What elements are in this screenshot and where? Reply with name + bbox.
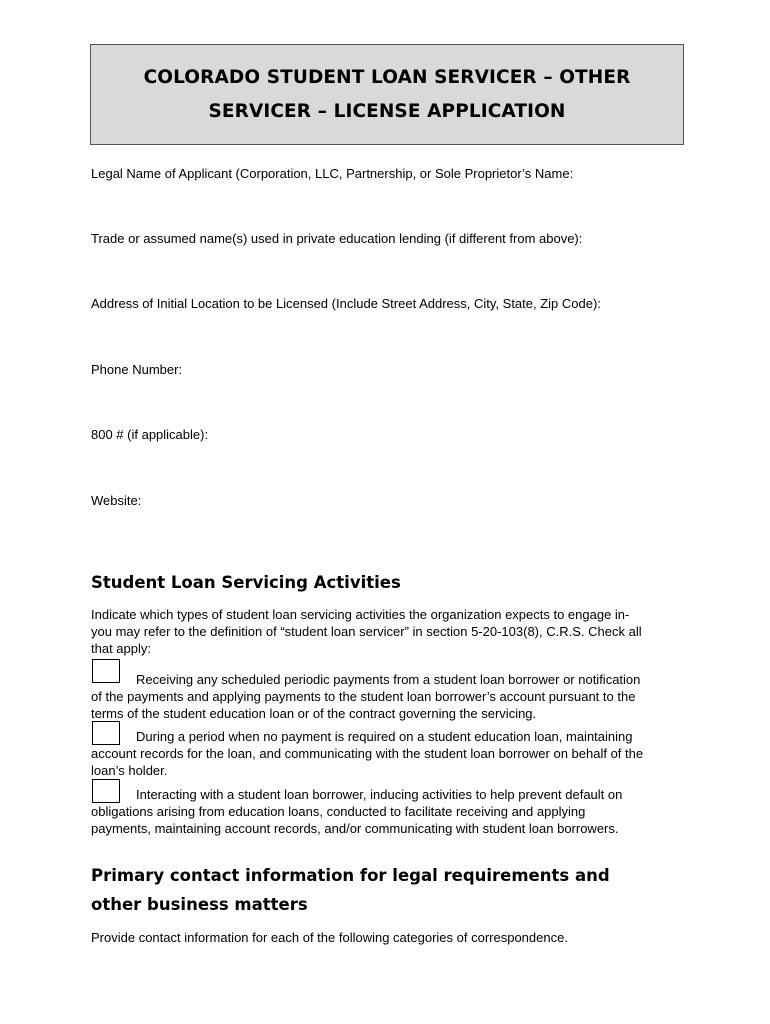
activity-2-line-2: account records for the loan, and communicating with the student loan borrower on behalf of the xyxy=(91,746,644,761)
activities-intro-line-2: you may refer to the definition of “student loan servicer” in section 5-20-103(8), C.R.S. Check all xyxy=(91,624,642,639)
address-label: Address of Initial Location to be Licensed (Include Street Address, City, State, Zip Code): xyxy=(91,296,601,311)
contact-intro: Provide contact information for each of the following categories of correspondence. xyxy=(91,930,568,945)
phone-number-label: Phone Number: xyxy=(91,362,183,377)
activity-3-line-1: Interacting with a student loan borrower, inducing activities to help prevent default on xyxy=(136,787,623,802)
trade-name-label: Trade or assumed name(s) used in private education lending (if different from above): xyxy=(91,231,583,246)
legal-name-label: Legal Name of Applicant (Corporation, LLC, Partnership, or Sole Proprietor’s Name: xyxy=(91,166,574,181)
page-title-line-2: SERVICER – LICENSE APPLICATION xyxy=(208,100,566,122)
contact-heading-line-1: Primary contact information for legal requirements and xyxy=(91,866,610,885)
toll-free-number-label: 800 # (if applicable): xyxy=(91,427,209,442)
activity-2-line-1: During a period when no payment is required on a student education loan, maintaining xyxy=(136,729,633,744)
activities-intro-line-3: that apply: xyxy=(91,641,151,656)
activity-1-line-3: terms of the student education loan or of the contract governing the servicing. xyxy=(91,706,537,721)
activity-3-line-3: payments, maintaining account records, and/or communicating with student loan borrowers. xyxy=(91,821,619,836)
activity-1-line-2: of the payments and applying payments to the student loan borrower’s account pursuant to the xyxy=(91,689,636,704)
activity-1-line-1: Receiving any scheduled periodic payments from a student loan borrower or notification xyxy=(136,672,641,687)
page-title-line-1: COLORADO STUDENT LOAN SERVICER – OTHER xyxy=(143,66,631,88)
activity-2-line-3: loan’s holder. xyxy=(91,763,168,778)
contact-heading-line-2: other business matters xyxy=(91,895,308,914)
website-label: Website: xyxy=(91,493,142,508)
title-box xyxy=(90,44,684,145)
activities-intro-line-1: Indicate which types of student loan servicing activities the organization expects to engage in- xyxy=(91,607,630,622)
activity-3-line-2: obligations arising from education loans, conducted to facilitate receiving and applying xyxy=(91,804,586,819)
activities-heading: Student Loan Servicing Activities xyxy=(91,573,401,592)
